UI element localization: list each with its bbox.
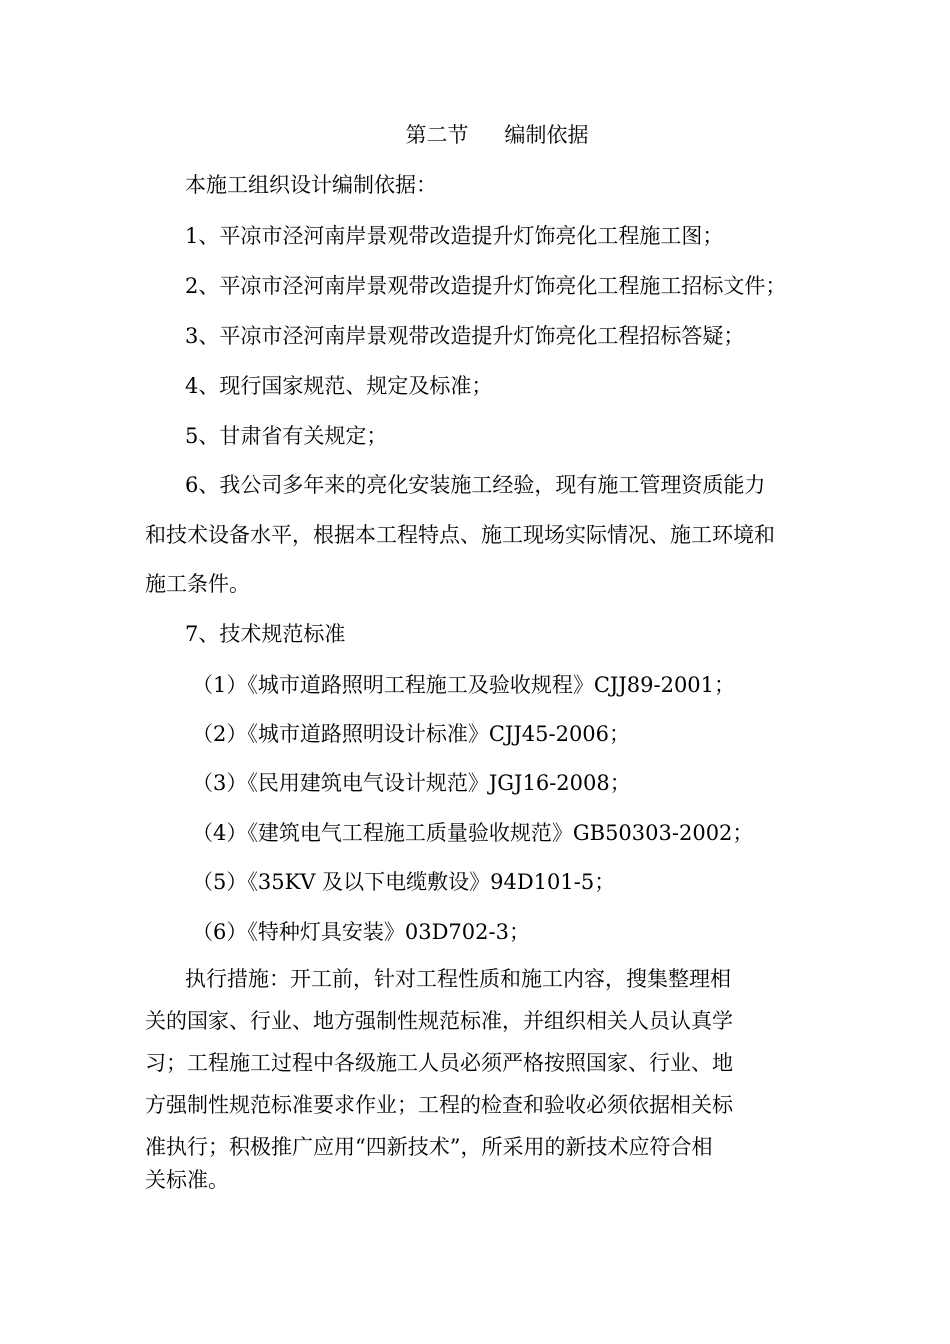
standard-item: （3）《民用建筑电气设计规范》JGJ16-2008； bbox=[192, 771, 631, 795]
section-title: 编制依据 bbox=[504, 123, 589, 147]
measures-line: 准执行；积极推广应用“四新技术”，所采用的新技术应符合相 bbox=[145, 1135, 713, 1159]
measures-line: 关标准。 bbox=[145, 1168, 229, 1192]
intro-paragraph: 本施工组织设计编制依据： bbox=[185, 173, 437, 197]
standard-item: （2）《城市道路照明设计标准》CJJ45-2006； bbox=[192, 722, 631, 746]
item7-title: 7、技术规范标准 bbox=[185, 622, 346, 646]
section-heading bbox=[0, 120, 950, 150]
standard-item: （4）《建筑电气工程施工质量验收规范》GB50303-2002； bbox=[192, 821, 754, 845]
item6-line: 和技术设备水平，根据本工程特点、施工现场实际情况、施工环境和 bbox=[145, 523, 775, 547]
list-item: 2、平凉市泾河南岸景观带改造提升灯饰亮化工程施工招标文件； bbox=[185, 274, 787, 298]
item6-line: 6、我公司多年来的亮化安装施工经验，现有施工管理资质能力 bbox=[185, 473, 766, 497]
list-item: 5、甘肃省有关规定； bbox=[185, 424, 388, 448]
standard-item: （5）《35KV 及以下电缆敷设》94D101-5； bbox=[192, 870, 616, 894]
measures-line: 方强制性规范标准要求作业；工程的检查和验收必须依据相关标 bbox=[145, 1093, 733, 1117]
section-number: 第二节 bbox=[405, 123, 469, 147]
list-item: 3、平凉市泾河南岸景观带改造提升灯饰亮化工程招标答疑； bbox=[185, 324, 745, 348]
measures-line: 习；工程施工过程中各级施工人员必须严格按照国家、行业、地 bbox=[145, 1051, 733, 1075]
list-item: 4、现行国家规范、规定及标准； bbox=[185, 374, 493, 398]
standard-item: （1）《城市道路照明工程施工及验收规程》CJJ89-2001； bbox=[192, 673, 736, 697]
list-item: 1、平凉市泾河南岸景观带改造提升灯饰亮化工程施工图； bbox=[185, 224, 724, 248]
measures-line: 关的国家、行业、地方强制性规范标准，并组织相关人员认真学 bbox=[145, 1009, 733, 1033]
item6-line: 施工条件。 bbox=[145, 572, 250, 596]
measures-line: 执行措施：开工前，针对工程性质和施工内容，搜集整理相 bbox=[185, 967, 731, 991]
standard-item: （6）《特种灯具安装》03D702-3； bbox=[192, 920, 530, 944]
